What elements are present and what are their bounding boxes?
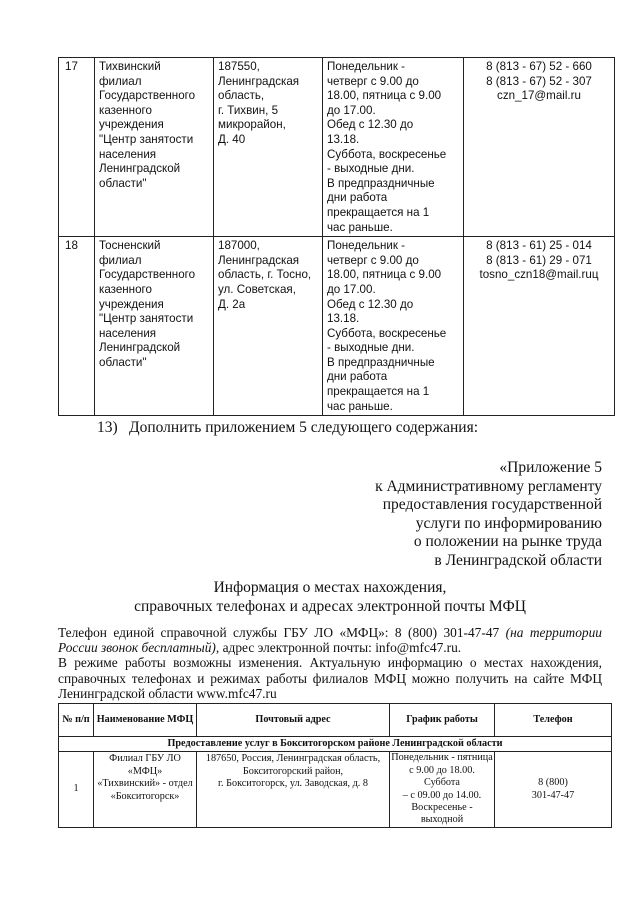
- free-call-note: (на территории России звонок бесплатный): [58, 625, 602, 656]
- cell-line: час раньше.: [327, 220, 393, 234]
- cell-line: филиал: [99, 74, 142, 88]
- cell-line: Ленинградская: [218, 74, 300, 88]
- cell-line: 18.00, пятница с 9.00: [327, 268, 442, 282]
- cell-line: 8 (813 - 61) 25 - 014: [486, 239, 592, 253]
- item-13-text: Дополнить приложением 5 следующего содержания:: [129, 419, 479, 436]
- cell-line: до 17.00.: [327, 103, 376, 117]
- cell-line: Ленинградской: [99, 341, 181, 355]
- mfc-address: [197, 752, 390, 827]
- cell-line: 8 (813 - 61) 29 - 071: [486, 253, 592, 267]
- cell-line: 187000,: [218, 239, 260, 253]
- cell-line: 187650, Россия, Ленинградская область,: [205, 753, 381, 765]
- cell-line: В предпраздничные: [327, 355, 435, 369]
- cell-line: Д. 40: [218, 132, 246, 146]
- cell-line: учреждения: [99, 118, 164, 132]
- cell-line: дни работа: [327, 191, 388, 205]
- mfc-num: 1: [59, 752, 94, 827]
- mfc-table-body: [59, 737, 612, 828]
- cell-line: Ленинградская: [218, 253, 300, 267]
- cell-line: прекращается на 1: [327, 205, 430, 219]
- appendix-line: в Ленинградской области: [434, 551, 602, 569]
- cell-line: 13.18.: [327, 312, 360, 326]
- cell-line: г. Бокситогорск, ул. Заводская, д. 8: [218, 778, 368, 790]
- cell-line: Государственного: [99, 89, 196, 103]
- appendix-line: услуги по информированию: [415, 514, 602, 532]
- cell-line: 187550,: [218, 60, 260, 73]
- cell-line: с 9.00 до 18.00. Суббота: [409, 764, 475, 789]
- cell-line: прекращается на 1: [327, 385, 430, 399]
- cell-line: Тосненский: [99, 239, 161, 253]
- contacts-block: [58, 625, 602, 701]
- schedule-note-paragraph: В режиме работы возможны изменения. Актуальную информацию о местах нахождения, справочных телефонах и режимах работы филиалов МФЦ можно получить на сайте МФЦ Ленинградской области www.mfc47.ru: [58, 655, 602, 701]
- mfc-phone: [495, 752, 612, 827]
- cell-line: Филиал ГБУ ЛО «МФЦ»: [109, 753, 181, 777]
- cell-line: - выходные дни.: [327, 341, 415, 355]
- cell-line: области": [99, 176, 147, 190]
- mfc-table-header-row: [59, 704, 612, 737]
- cell-line: «Бокситогорск»: [110, 790, 180, 802]
- appendix-line: «Приложение 5: [499, 459, 602, 476]
- cell-line: "Центр занятости: [99, 312, 194, 326]
- mfc-table: [58, 703, 612, 828]
- cell-line: четверг с 9.00 до: [327, 74, 419, 88]
- branch-row: [59, 58, 615, 237]
- branch-name: [95, 237, 214, 416]
- branch-address: [214, 58, 323, 237]
- info-title-line: справочных телефонах и адресах электронной почты МФЦ: [134, 598, 526, 615]
- header-schedule: График работы: [390, 704, 495, 737]
- cell-line: 301-47-47: [531, 789, 575, 801]
- cell-line: Д. 2а: [218, 297, 246, 311]
- cell-line: казенного: [99, 103, 152, 117]
- cell-line: 8 (800): [538, 777, 568, 789]
- branch-number: 17: [59, 58, 95, 237]
- item-13: [97, 419, 478, 437]
- branch-row: [59, 237, 615, 416]
- branch-contacts: [464, 237, 615, 416]
- branch-name: [95, 58, 214, 237]
- mfc-schedule: [390, 752, 495, 827]
- cell-line: В предпраздничные: [327, 176, 435, 190]
- cell-line: Обед с 12.30 до: [327, 118, 414, 132]
- hotline-paragraph: [58, 625, 602, 655]
- cell-line: Понедельник -: [327, 239, 406, 253]
- cell-line: Понедельник -: [327, 60, 406, 73]
- cell-line: "Центр занятости: [99, 132, 194, 146]
- branch-schedule: [323, 58, 464, 237]
- cell-line: область,: [218, 89, 265, 103]
- cell-line: 8 (813 - 67) 52 - 307: [486, 74, 592, 88]
- info-title: [120, 578, 540, 616]
- cell-line: 13.18.: [327, 132, 360, 146]
- email-text: , адрес электронной почты: info@mfc47.ru.: [215, 640, 462, 656]
- section-row: [59, 737, 612, 752]
- cell-line: населения: [99, 326, 157, 340]
- branch-schedule: [323, 237, 464, 416]
- mfc-row: [59, 752, 612, 827]
- cell-line: область, г. Тосно,: [218, 268, 312, 282]
- cell-line: – с 09.00 до 14.00.: [402, 789, 482, 801]
- cell-line: tosno_czn18@mail.ruц: [479, 268, 599, 282]
- item-13-number: 13): [97, 419, 118, 436]
- cell-line: Бокситогорский район,: [242, 765, 344, 777]
- appendix-line: к Административному регламенту: [375, 477, 602, 495]
- header-phone: Телефон: [495, 704, 612, 737]
- cell-line: Суббота, воскресенье: [327, 147, 447, 161]
- employment-centers-table: [58, 57, 615, 416]
- cell-line: Обед с 12.30 до: [327, 297, 414, 311]
- cell-line: Тихвинский: [99, 60, 161, 73]
- cell-line: Ленинградской: [99, 162, 181, 176]
- appendix-line: о положении на рынке труда: [413, 533, 602, 551]
- cell-line: - выходные дни.: [327, 162, 415, 176]
- mfc-name: [94, 752, 197, 827]
- cell-line: 8 (813 - 67) 52 - 660: [486, 60, 592, 73]
- cell-line: филиал: [99, 253, 142, 267]
- cell-line: Понедельник - пятница: [391, 752, 493, 764]
- cell-line: микрорайон,: [218, 118, 286, 132]
- cell-line: Суббота, воскресенье: [327, 326, 447, 340]
- cell-line: час раньше.: [327, 399, 393, 413]
- cell-line: казенного: [99, 282, 152, 296]
- info-title-line: Информация о местах нахождения,: [213, 579, 447, 596]
- hotline-text: Телефон единой справочной службы ГБУ ЛО «МФЦ»: 8 (800) 301-47-47: [58, 625, 500, 640]
- cell-line: населения: [99, 147, 157, 161]
- section-title: Предоставление услуг в Бокситогорском районе Ленинградской области: [59, 737, 612, 752]
- cell-line: г. Тихвин, 5: [218, 103, 279, 117]
- header-address: Почтовый адрес: [197, 704, 390, 737]
- branch-contacts: [464, 58, 615, 237]
- cell-line: czn_17@mail.ru: [497, 89, 581, 103]
- branch-number: 18: [59, 237, 95, 416]
- cell-line: учреждения: [99, 297, 164, 311]
- cell-line: до 17.00.: [327, 282, 376, 296]
- cell-line: ул. Советская,: [218, 282, 296, 296]
- header-num: № п/п: [59, 704, 94, 737]
- cell-line: Государственного: [99, 268, 196, 282]
- employment-centers-body: [59, 58, 615, 416]
- cell-line: дни работа: [327, 370, 388, 384]
- appendix-line: предоставления государственной: [382, 496, 602, 514]
- appendix-heading: [282, 459, 602, 571]
- branch-address: [214, 237, 323, 416]
- header-name: Наименование МФЦ: [94, 704, 197, 737]
- cell-line: «Тихвинский» - отдел: [97, 778, 193, 790]
- cell-line: Воскресенье - выходной: [411, 802, 473, 826]
- cell-line: четверг с 9.00 до: [327, 253, 419, 267]
- cell-line: 18.00, пятница с 9.00: [327, 89, 442, 103]
- cell-line: области": [99, 355, 147, 369]
